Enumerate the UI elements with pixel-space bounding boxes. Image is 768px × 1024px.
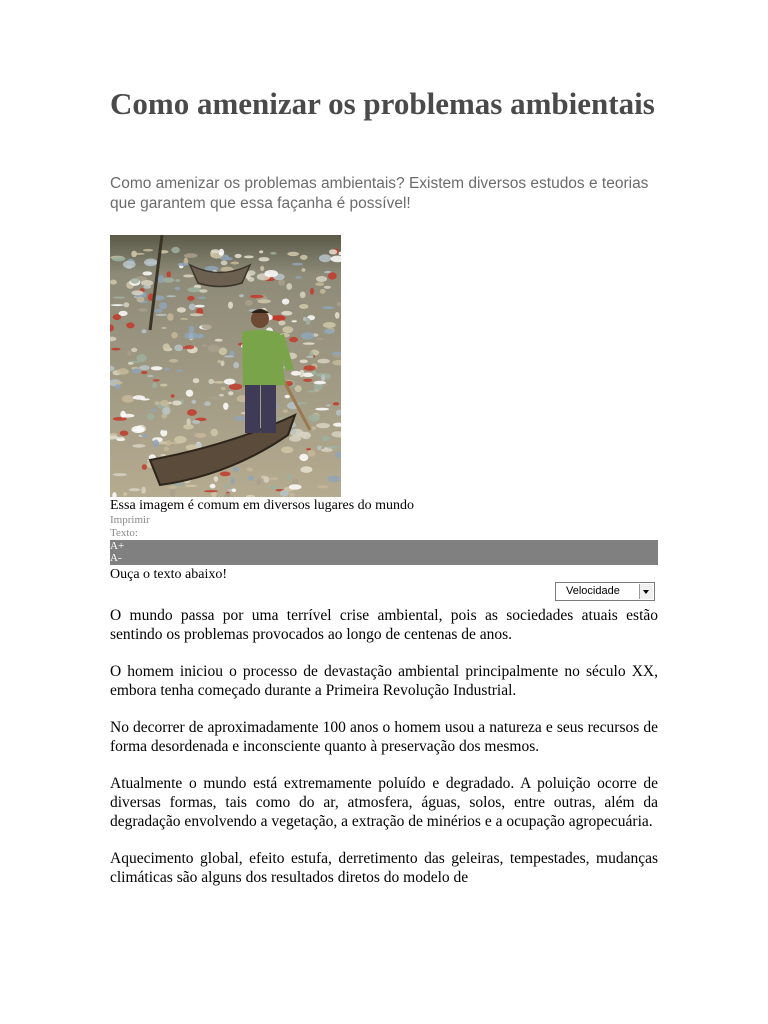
article-subtitle: Como amenizar os problemas ambientais? Existem diversos estudos e teorias que garantem que essa façanha é possível!: [110, 175, 649, 212]
listen-label: Ouça o texto abaixo!: [110, 567, 228, 582]
body-paragraph: Atualmente o mundo está extremamente poluído e degradado. A poluição ocorre de diversas formas, tais como do ar, atmosfera, águas, solos, entre outras, além da degradação envolvendo a vegetação, a extração de minérios e a ocupação agropecuária.: [110, 775, 658, 830]
body-paragraph: Aquecimento global, efeito estufa, derretimento das geleiras, tempestades, mudanças climáticas são alguns dos resultados diretos do modelo de: [110, 850, 658, 886]
body-paragraph: O homem iniciou o processo de devastação ambiental principalmente no século XX, embora tenha começado durante a Primeira Revolução Industrial.: [110, 663, 658, 699]
polluted-river-image: [110, 235, 341, 497]
speed-select[interactable]: [555, 582, 655, 601]
chevron-down-icon[interactable]: [639, 584, 653, 599]
image-caption: Essa imagem é comum em diversos lugares do mundo: [110, 498, 415, 513]
speed-select-value: Velocidade: [566, 585, 620, 597]
body-paragraph: No decorrer de aproximadamente 100 anos o homem usou a natureza e seus recursos de forma desordenada e inconsciente quanto à preservação dos mesmos.: [110, 719, 658, 755]
font-size-bar: [110, 540, 658, 565]
article-photo: [110, 235, 341, 497]
article-body: [110, 606, 658, 905]
font-decrease-button[interactable]: A-: [110, 552, 122, 564]
font-increase-button[interactable]: A+: [110, 540, 125, 552]
print-link[interactable]: Imprimir: [110, 514, 150, 526]
page-title: Como amenizar os problemas ambientais: [110, 86, 655, 121]
body-paragraph: O mundo passa por uma terrível crise ambiental, pois as sociedades atuais estão sentindo os problemas provocados ao longo de centenas de anos.: [110, 607, 658, 643]
text-size-label: Texto:: [110, 527, 138, 539]
